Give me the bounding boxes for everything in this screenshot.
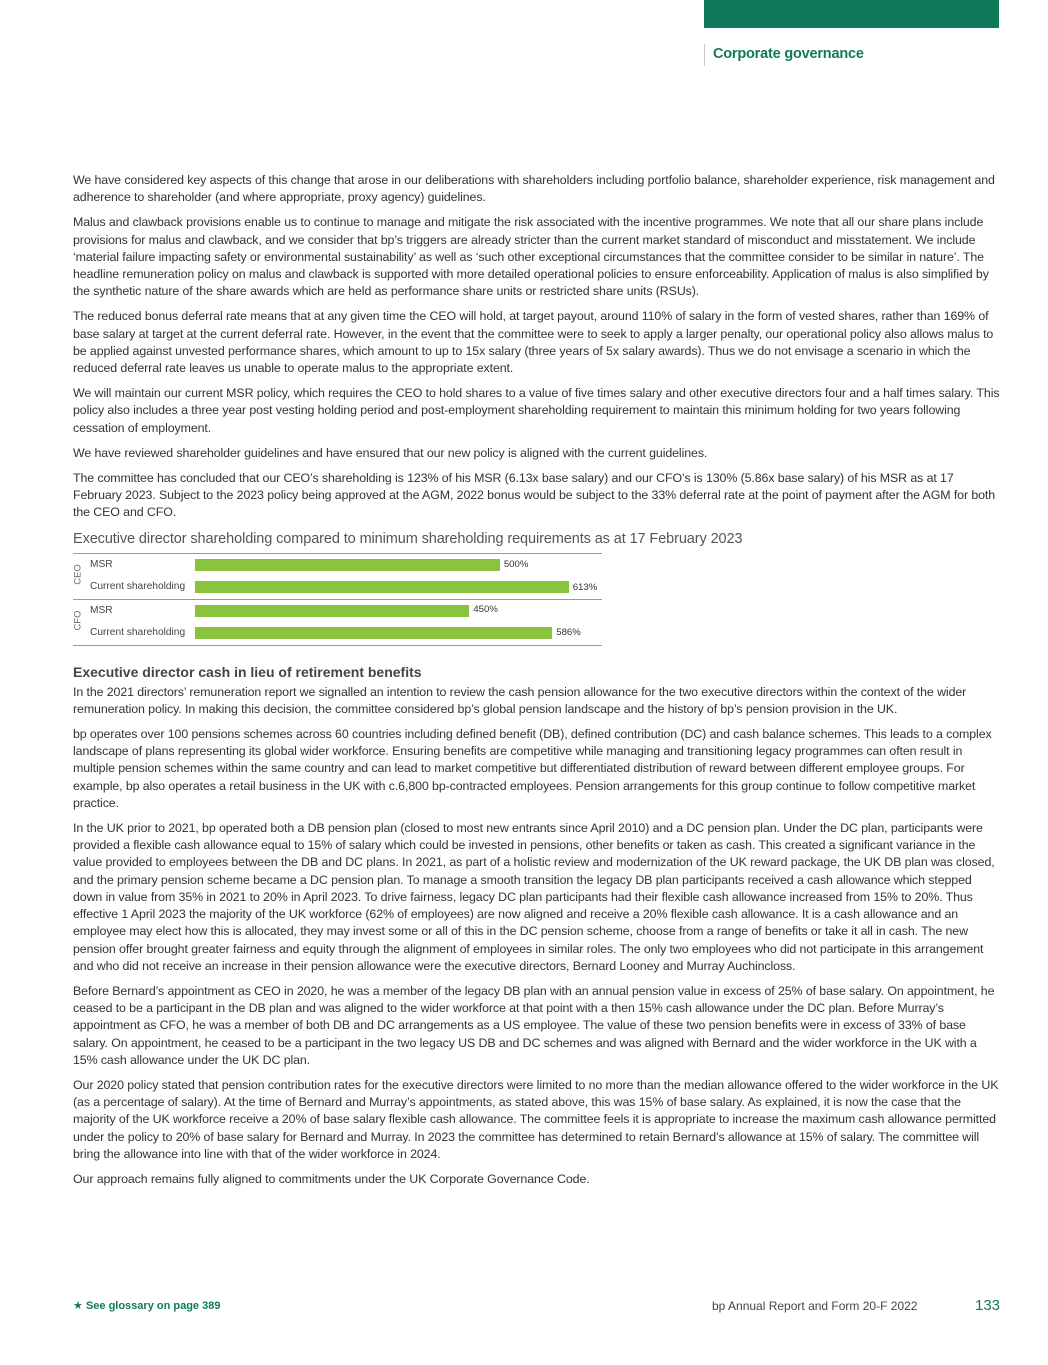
paragraph: The committee has concluded that our CEO’s shareholding is 123% of his MSR (6.13x base salary) and our CFO’s is 130% (5.86x base salary) of his MSR as at 17 February 2023. Subject to the 2023 policy being approved at the AGM, 2022 bonus would be subject to the 33% deferral rate at the point of payment after the AGM for both the CEO and CFO. [73, 471, 996, 520]
paragraph: We have reviewed shareholder guidelines and have ensured that our new policy is aligned with the current guidelines. [73, 445, 708, 460]
paragraph: Malus and clawback provisions enable us to continue to manage and mitigate the risk associated with the incentive programmes. We note that all our share plans include provisions for malus and clawback, and we consider that bp’s triggers are already stricter than the current market standard of misconduct and misstatement. We include ‘material failure impacting safety or environmental sustainability’ as well as ‘such other exceptional circumstances that the committee consider to be similar in nature’. The headline remuneration policy on malus and clawback is supported with more detailed operational policies to ensure enforceability. Application of malus is also simplified by the synthetic nature of the share awards which are held as performance share units or restricted share units (RSUs). [73, 215, 989, 299]
paragraph: In the 2021 directors’ remuneration report we signalled an intention to review the cash pension allowance for the two executive directors within the context of the wider remuneration policy. In making this decision, the committee considered bp’s global pension landscape and the history of bp’s pension provision in the UK. [73, 684, 967, 716]
paragraph: Our approach remains fully aligned to commitments under the UK Corporate Governance Code. [73, 1171, 590, 1186]
paragraph: We will maintain our current MSR policy, which requires the CEO to hold shares to a value of five times salary and other executive directors four and a half times salary. This policy also includes a three year post vesting holding period and post-employment shareholding requirement to maintain this minimum holding for two years following cessation of employment. [73, 386, 1000, 435]
chart-rule-top [73, 553, 602, 554]
row-label-cfo-shareholding: Current shareholding [90, 626, 186, 638]
bar-ceo-msr [195, 559, 500, 571]
value-label-cfo-msr: 450% [473, 603, 498, 615]
paragraph: bp operates over 100 pensions schemes across 60 countries including defined benefit (DB), defined contribution (DC) and cash balance schemes. This leads to a complex landscape of plans representing its global wider workforce. Ensuring benefits are competitive while managing and transitioning legacy programmes can often result in multiple pension schemes within the same country and can lead to market competitive but differentiated distribution of reward between different employee groups. For example, bp also operates a retail business in the UK with c.6,800 bp-contracted employees. Pension arrangements for this group continue to follow competitive market practice. [73, 727, 992, 810]
section-title: Corporate governance [713, 46, 864, 62]
chart-rule-bottom [73, 645, 602, 646]
row-label-cfo-msr: MSR [90, 604, 113, 616]
paragraph: Before Bernard’s appointment as CEO in 2020, he was a member of the legacy DB plan with an annual pension value in excess of 25% of base salary. On appointment, he ceased to be a participant in the DB plan and was aligned to the wider workforce at that point with a then 15% cash allowance under the DC plan. Before Murray’s appointment as CFO, he was a member of both DB and DC arrangements as a US employee. The value of these two pension benefits were in excess of 33% of base salary. On appointment, he ceased to be a participant in the two legacy US DB and DC schemes and was aligned with Bernard and the wider workforce in the UK with a 15% cash allowance under the UK DC plan. [73, 983, 995, 1067]
header-accent-bar [704, 0, 999, 28]
row-label-ceo-shareholding: Current shareholding [90, 580, 186, 592]
chart-rule-middle [73, 599, 602, 600]
value-label-ceo-msr: 500% [503, 558, 529, 570]
main-content [73, 172, 1001, 1196]
section-divider [704, 44, 705, 66]
paragraph: In the UK prior to 2021, bp operated both a DB pension plan (closed to most new entrants since April 2010) and a DC pension plan. Under the DC plan, participants were provided a flexible cash allowance equal to 15% of salary which could be invested in pensions, other benefits or taken as cash. This created a significant variance in the value provided to employees between the DB and DC plans. In 2021, as part of a holistic review and modernization of the UK reward package, the UK DB plan was closed, and the primary pension scheme became a DC pension plan. To manage a smooth transition the legacy DB plan participants received a cash allowance which stepped down in value from 35% in 2021 to 20% in April 2023. To drive fairness, legacy DC plan participants had their flexible cash allowance increased from 15% to 20%. Thus effective 1 April 2023 the majority of the UK workforce (62% of employees) are now aligned and receive a 20% flexible cash allowance. It is a cash allowance and an employee may elect how this is allocated, they may invest some or all of this in the DC pension scheme, choose from a range of benefits or take it all in cash. The new pension offer brought greater fairness and equity through the alignment of employees in similar roles. The only two employees who did not participate in this arrangement and who did not receive an increase in their pension allowance were the executive directors, Bernard Looney and Murray Auchincloss. [73, 821, 995, 973]
page-number: 133 [975, 1297, 1001, 1314]
paragraph: Our 2020 policy stated that pension contribution rates for the executive directors were limited to no more than the median allowance offered to the wider workforce in the UK (as a percentage of salary). At the time of Bernard and Murray’s appointments, as stated above, this was 15% of base salary. As explained, it is now the case that the majority of the UK workforce receive a 20% of base salary flexible cash allowance. The committee feels it is appropriate to increase the maximum cash allowance permitted under the policy to 20% of base salary for Bernard and Murray. In 2023 the committee has determined to retain Bernard’s allowance at 15% of salary. The committee will bring the allowance into line with that of the wider workforce in 2024. [73, 1077, 999, 1161]
shareholding-bar-chart [73, 553, 602, 647]
row-label-ceo-msr: MSR [90, 558, 113, 570]
bar-ceo-shareholding [195, 581, 569, 593]
glossary-link[interactable] [73, 1299, 220, 1312]
paragraph: We have considered key aspects of this change that arose in our deliberations with shareholders including portfolio balance, shareholder experience, risk management and adherence to shareholder (and where appropriate, proxy agency) guidelines. [73, 173, 995, 205]
paragraph: The reduced bonus deferral rate means that at any given time the CEO will hold, at target payout, around 110% of salary in the form of vested shares, rather than 169% of base salary at target at the current deferral rate. However, in the event that the committee were to seek to apply a larger penalty, our operational policy also allows malus to be applied against unvested performance shares, which amount to up to 15x salary (three years of 5x salary awards). Thus we do not envisage a scenario in which the reduced deferral rate leaves us unable to operate malus to the appropriate extent. [73, 309, 994, 376]
value-label-ceo-shareholding: 613% [572, 581, 598, 593]
section-subheading: Executive director cash in lieu of retirement benefits [73, 663, 422, 680]
report-name: bp Annual Report and Form 20-F 2022 [712, 1299, 918, 1313]
glossary-link-text: See glossary on page 389 [85, 1300, 221, 1312]
chart-title: Executive director shareholding compared to minimum shareholding requirements as at 17 February 2023 [73, 530, 743, 547]
bar-cfo-shareholding [195, 627, 552, 639]
bar-cfo-msr [195, 605, 469, 617]
group-label-ceo: CEO [72, 563, 84, 585]
star-icon: ★ [73, 1300, 83, 1312]
group-label-cfo: CFO [72, 610, 84, 631]
value-label-cfo-shareholding: 586% [556, 626, 581, 638]
